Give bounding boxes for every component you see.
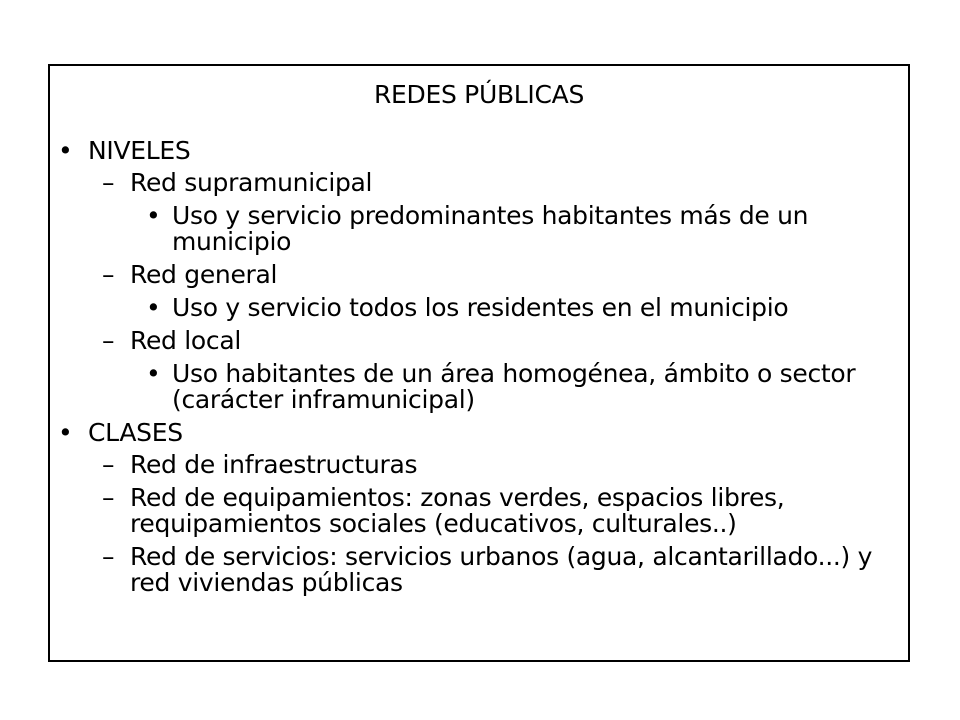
bullet-marker: • [146,293,161,322]
item-label: Red de servicios: servicios urbanos (agua, alcantarillado...) y red viviendas públicas [130,542,873,597]
list-subitem [50,295,908,321]
dash-marker: – [102,260,115,289]
bullet-marker: • [58,136,73,165]
list-item [50,262,908,288]
dash-marker: – [102,168,115,197]
list-item [50,328,908,354]
subitem-text: Uso habitantes de un área homogénea, ámbito o sector (carácter inframunicipal) [172,359,856,414]
section-label: CLASES [88,418,183,447]
item-label: Red de equipamientos: zonas verdes, espacios libres, requipamientos sociales (educativos, culturales..) [130,483,785,538]
outline [50,138,908,603]
subitem-text: Uso y servicio predominantes habitantes más de un municipio [172,201,809,256]
item-label: Red general [130,260,278,289]
section-niveles [50,138,908,164]
list-subitem [50,203,908,255]
bullet-marker: • [146,359,161,388]
bullet-marker: • [58,418,73,447]
dash-marker: – [102,542,115,571]
list-item [50,170,908,196]
slide-title: REDES PÚBLICAS [373,80,585,109]
dash-marker: – [102,483,115,512]
dash-marker: – [102,326,115,355]
slide-frame [48,64,910,662]
list-item [50,485,908,537]
item-label: Red supramunicipal [130,168,373,197]
dash-marker: – [102,450,115,479]
section-clases [50,420,908,446]
list-item [50,452,908,478]
list-subitem [50,361,908,413]
item-label: Red local [130,326,241,355]
list-item [50,544,908,596]
subitem-text: Uso y servicio todos los residentes en el municipio [172,293,789,322]
bullet-marker: • [146,201,161,230]
section-label: NIVELES [88,136,191,165]
item-label: Red de infraestructuras [130,450,418,479]
